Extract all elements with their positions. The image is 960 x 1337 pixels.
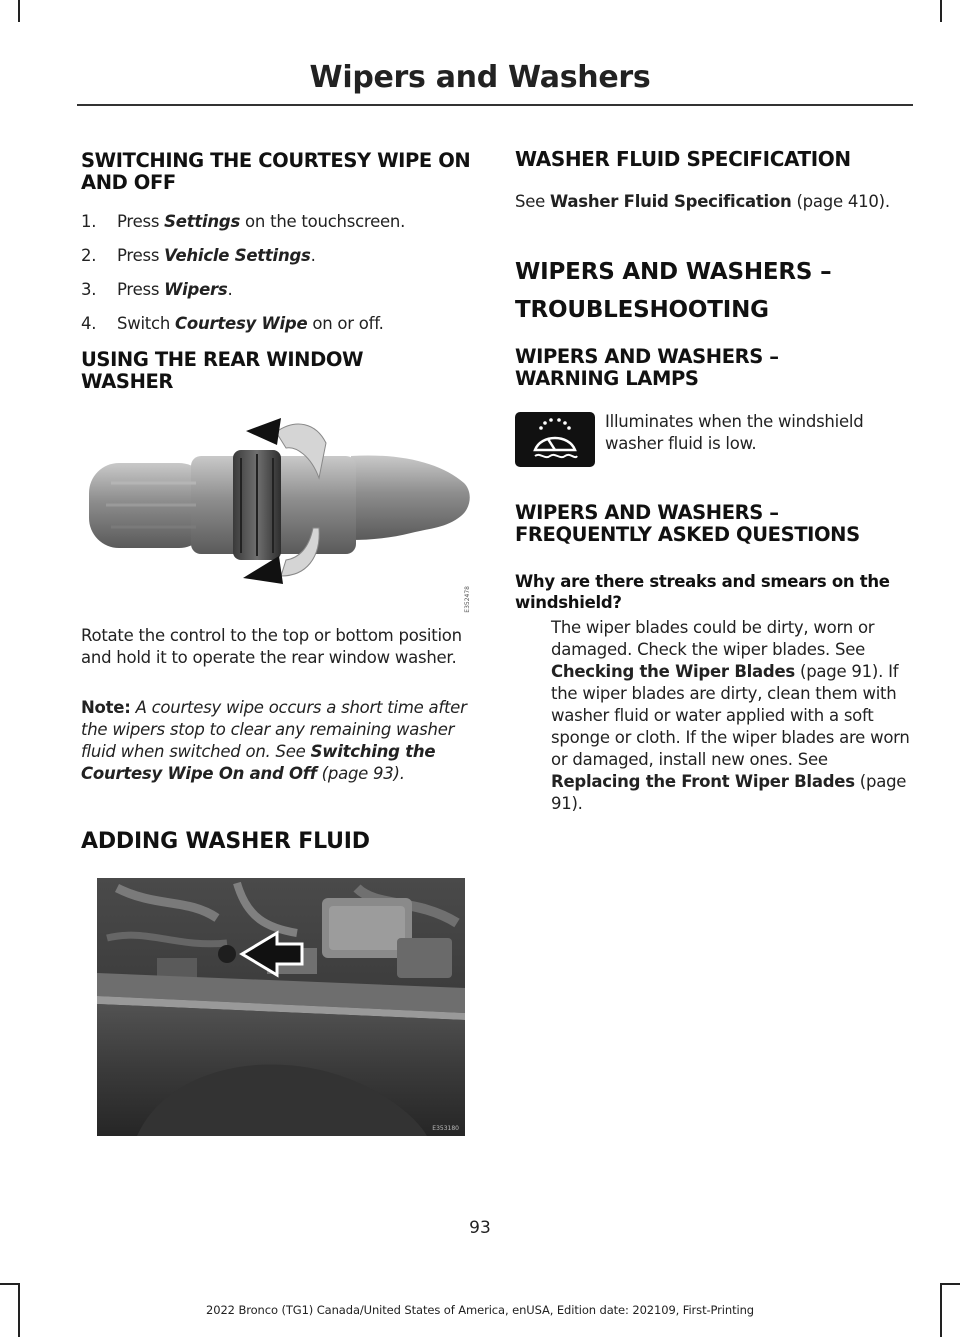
cross-reference-link[interactable]: Replacing the Front Wiper Blades	[551, 772, 855, 791]
rear-washer-heading: USING THE REAR WINDOW WASHER	[81, 348, 364, 393]
faq-question: Why are there streaks and smears on the windshield?	[515, 572, 890, 612]
step-item: 1. Press Settings on the touchscreen.	[81, 212, 406, 231]
cross-reference-link[interactable]: Switching the Courtesy Wipe On and Off	[81, 742, 436, 783]
cross-reference-link[interactable]: Washer Fluid Specification	[550, 192, 792, 211]
washer-fluid-warning-icon	[515, 412, 595, 467]
ui-term: Vehicle Settings	[164, 246, 311, 265]
svg-text:E352478: E352478	[464, 586, 471, 613]
crop-mark	[18, 0, 20, 22]
step-item: 2. Press Vehicle Settings.	[81, 246, 316, 265]
crop-mark	[0, 1283, 20, 1285]
troubleshooting-heading: WIPERS AND WASHERS – TROUBLESHOOTING	[515, 259, 832, 323]
step-item: 3. Press Wipers.	[81, 280, 233, 299]
fluid-spec-heading: WASHER FLUID SPECIFICATION	[515, 147, 851, 171]
courtesy-steps	[81, 211, 476, 347]
adding-fluid-heading: ADDING WASHER FLUID	[81, 829, 370, 854]
rear-washer-body: Rotate the control to the top or bottom position and hold it to operate the rear window washer.	[81, 626, 462, 667]
crop-mark	[940, 0, 942, 22]
warning-lamp-description: Illuminates when the windshield washer fluid is low.	[605, 412, 864, 453]
ui-term: Settings	[164, 212, 241, 231]
step-item: 4. Switch Courtesy Wipe on or off.	[81, 314, 384, 333]
page-number: 93	[469, 1218, 491, 1238]
faq-answer: The wiper blades could be dirty, worn or damaged. Check the wiper blades. See Checking the Wiper Blades (page 91). If the wiper blades are dirty, clean them with washer fluid or water applied with a soft sponge or cloth. If the wiper blades are worn or damaged, install new ones. See Replacing the Front Wiper Blades (page 91).	[551, 618, 910, 813]
note-label: Note:	[81, 698, 131, 717]
ui-term: Wipers	[164, 280, 228, 299]
warning-lamps-heading: WIPERS AND WASHERS – WARNING LAMPS	[515, 345, 779, 390]
header-rule	[77, 104, 913, 106]
faq-heading: WIPERS AND WASHERS – FREQUENTLY ASKED QUESTIONS	[515, 501, 860, 546]
page-title: Wipers and Washers	[309, 60, 651, 95]
courtesy-heading: SWITCHING THE COURTESY WIPE ON AND OFF	[81, 149, 471, 194]
wiper-stalk-illustration	[81, 408, 476, 613]
courtesy-note: Note: A courtesy wipe occurs a short time after the wipers stop to clear any remaining washer fluid when switched on. See Switching the Courtesy Wipe On and Off (page 93).	[81, 698, 467, 783]
edition-footer: 2022 Bronco (TG1) Canada/United States of America, enUSA, Edition date: 202109, First-Printing	[206, 1303, 754, 1317]
ui-term: Courtesy Wipe	[175, 314, 308, 333]
crop-mark	[940, 1283, 960, 1285]
cross-reference-link[interactable]: Checking the Wiper Blades	[551, 662, 796, 681]
fluid-spec-body: See Washer Fluid Specification (page 410).	[515, 192, 890, 211]
svg-text:E353180: E353180	[432, 1125, 459, 1132]
engine-bay-illustration	[97, 878, 465, 1136]
